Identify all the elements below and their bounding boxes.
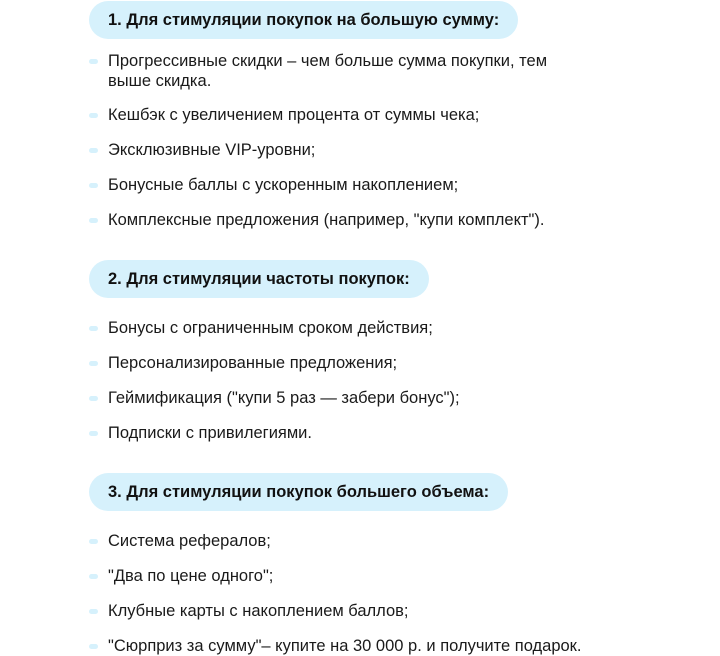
- bullet-icon: [89, 183, 98, 188]
- list-item-text: Система рефералов;: [108, 532, 271, 550]
- section-heading: 3. Для стимуляции покупок большего объема:: [89, 473, 508, 511]
- list-item-text: Подписки с привилегиями.: [108, 424, 312, 442]
- bullet-icon: [89, 326, 98, 331]
- bullet-icon: [89, 644, 98, 649]
- bullet-icon: [89, 113, 98, 118]
- bullet-icon: [89, 148, 98, 153]
- bullet-icon: [89, 609, 98, 614]
- list-item-text: Персонализированные предложения;: [108, 354, 398, 372]
- bullet-icon: [89, 361, 98, 366]
- bullet-icon: [89, 218, 98, 223]
- list-item-text: "Два по цене одного";: [108, 567, 274, 585]
- list-item-text: Геймификация ("купи 5 раз — забери бонус");: [108, 389, 460, 407]
- list-item-text: Бонусные баллы с ускоренным накоплением;: [108, 176, 459, 194]
- list-item-text: Прогрессивные скидки – чем больше сумма покупки, тем выше скидка.: [108, 52, 548, 90]
- bullet-icon: [89, 59, 98, 64]
- bullet-icon: [89, 431, 98, 436]
- list-item-text: Кешбэк с увеличением процента от суммы чека;: [108, 106, 480, 124]
- list-item-text: Бонусы с ограниченным сроком действия;: [108, 319, 433, 337]
- list-item-text: Клубные карты с накоплением баллов;: [108, 602, 409, 620]
- list-item-text: Эксклюзивные VIP-уровни;: [108, 141, 316, 159]
- list-item-text: Комплексные предложения (например, "купи комплект").: [108, 211, 545, 229]
- bullet-icon: [89, 574, 98, 579]
- list-item-text: "Сюрприз за сумму"– купите на 30 000 р. и получите подарок.: [108, 637, 582, 655]
- section-heading: 1. Для стимуляции покупок на большую сумму:: [89, 1, 518, 39]
- bullet-icon: [89, 396, 98, 401]
- section-heading: 2. Для стимуляции частоты покупок:: [89, 260, 429, 298]
- bullet-icon: [89, 539, 98, 544]
